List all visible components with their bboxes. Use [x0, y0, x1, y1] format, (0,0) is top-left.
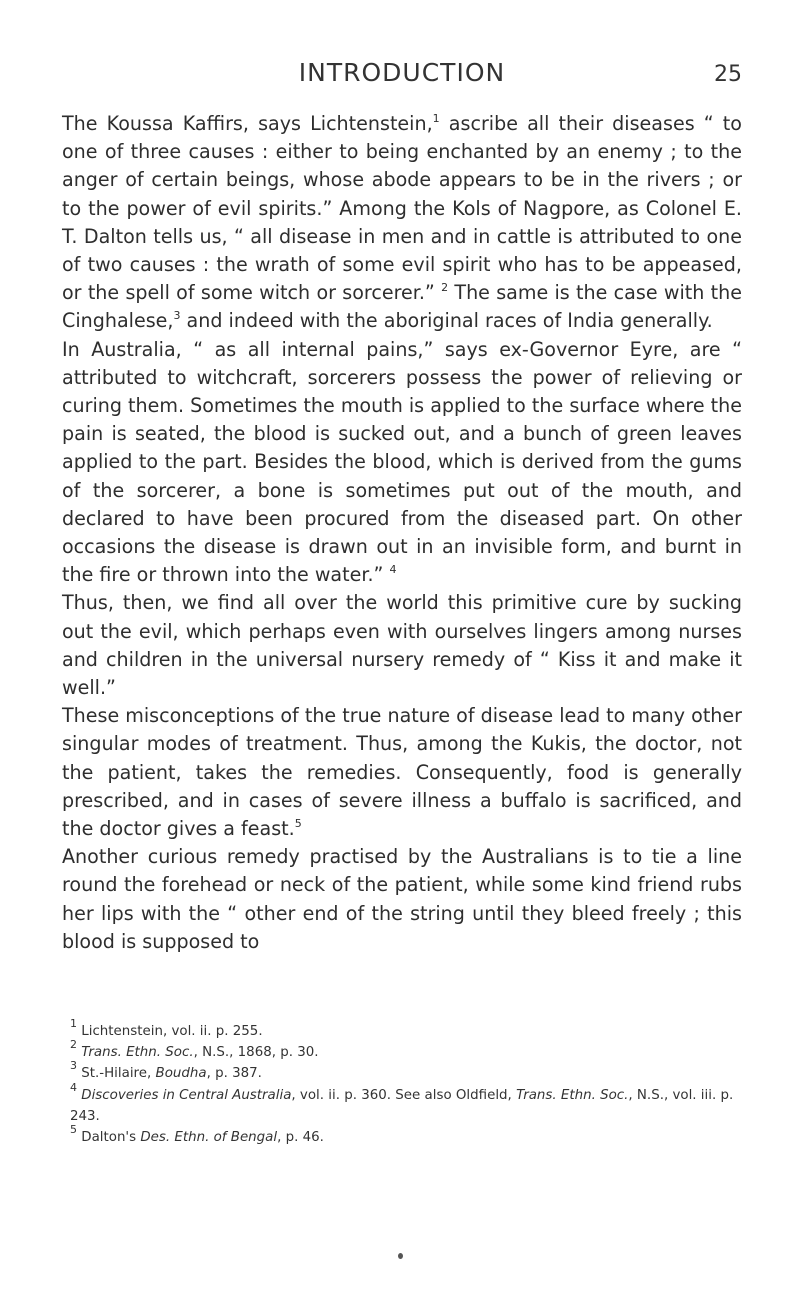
paragraph: Thus, then, we find all over the world this primitive cure by sucking out the evil, which perhaps even with ourselves lingers among nurses and children in the universal nursery remedy of “ Kiss it and make it well.”	[62, 591, 742, 700]
page-number: 25	[714, 62, 742, 87]
print-mark	[398, 1253, 403, 1259]
footnote-ref: 2	[441, 281, 449, 295]
footnote: $^1$ Lichtenstein, vol. ii. p. 255.	[70, 1017, 263, 1039]
footnote-ref: 5	[294, 817, 302, 831]
footnote-ref: 4	[389, 563, 397, 577]
footnote: $^2$ Trans. Ethn. Soc., N.S., 1868, p. 30.	[70, 1038, 319, 1061]
page-header	[62, 58, 742, 98]
footnote-ref: 1	[432, 112, 440, 125]
footnote: $^5$ Dalton's Des. Ethn. of Bengal, p. 46.	[70, 1123, 324, 1146]
paragraph: In Australia, “ as all internal pains,” says ex-Governor Eyre, are “ attributed to witchcraft, sorcerers possess the power of relieving or curing them. Sometimes the mouth is applied to the surface where the pain is seated, the blood is sucked out, and a bunch of green leaves applied to the part. Besides the blood, which is derived from the gums of the sorcerer, a bone is sometimes put out of the mouth, and declared to have been procured from the diseased part. On other occasions the disease is drawn out in an invisible form, and burnt in the fire or thrown into the water.” $^4$	[62, 337, 743, 587]
body-text	[62, 110, 742, 956]
footnotes	[70, 1017, 746, 1148]
footnote-ref: 3	[173, 309, 181, 323]
footnote: $^3$ St.-Hilaire, Boudha, p. 387.	[70, 1059, 262, 1082]
running-head: INTRODUCTION	[298, 58, 506, 87]
footnote: $^4$ Discoveries in Central Australia, vol. ii. p. 360. See also Oldfield, Trans. Ethn. Soc., N.S., vol. iii. p. 243.	[70, 1080, 734, 1124]
paragraph: Another curious remedy practised by the Australians is to tie a line round the forehead or neck of the patient, while some kind friend rubs her lips with the “ other end of the string until they bleed freely ; this blood is supposed to	[62, 845, 742, 953]
paragraph: These misconceptions of the true nature of disease lead to many other singular modes of treatment. Thus, among the Kukis, the doctor, not the patient, takes the remedies. Consequently, food is generally prescribed, and in cases of severe illness a buffalo is sacrificed, and the doctor gives a feast.$^5$	[62, 704, 743, 841]
paragraph: The Koussa Kaffirs, says Lichtenstein,$^1$ ascribe all their diseases “ to one of three causes : either to being enchanted by an enemy ; to the anger of certain beings, whose abode appears to be in the rivers ; or to the power of evil spirits.” Among the Kols of Nagpore, as Colonel E. T. Dalton tells us, “ all disease in men and in cattle is attributed to one of two causes : the wrath of some evil spirit who has to be appeased, or the spell of some witch or sorcerer.” $^2$ The same is the case with the Cinghalese,$^3$ and indeed with the aboriginal races of India generally.	[62, 112, 742, 333]
